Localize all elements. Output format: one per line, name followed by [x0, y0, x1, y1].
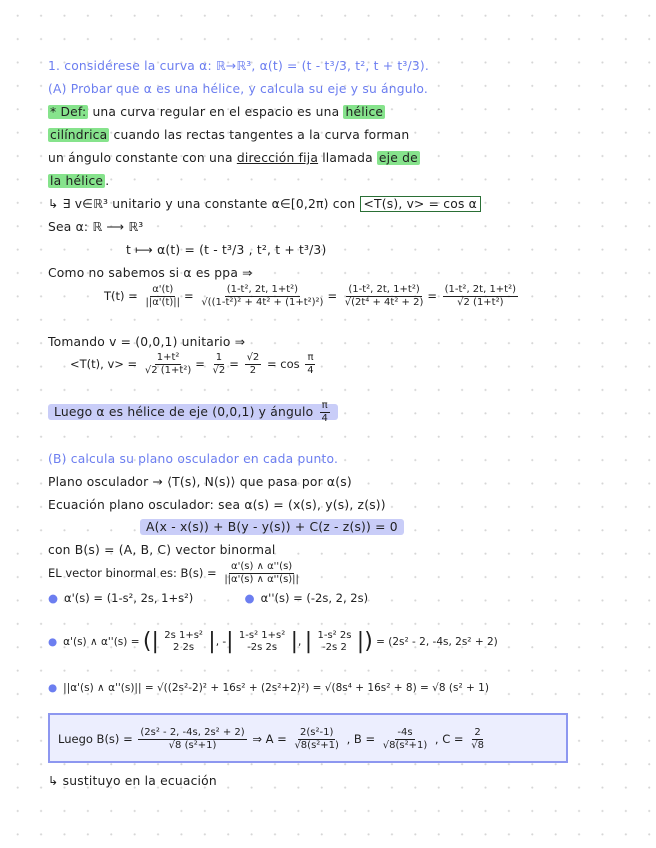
- part-a-heading: (A) Probar que α es una hélice, y calcula su eje y su ángulo.: [48, 82, 429, 96]
- bullet-icon: ●: [48, 591, 59, 605]
- def-eje: eje de: [378, 151, 418, 165]
- bullet-icon: ●: [48, 682, 58, 694]
- cross-product-line: ● α'(s) ∧ α''(s) = (| 2s 1+s² 2 2s |, -| 1-s² 1+s² -2s 2s |, | 1-s² 2s -2s 2 |) = (2s² - 2, -4s, 2s² + 2): [48, 629, 498, 654]
- def-period: .: [105, 174, 110, 188]
- def-llamada: llamada: [322, 151, 373, 165]
- norm-text: ||α'(s) ∧ α''(s)|| = √((2s²-2)² + 16s² + (2s²+2)²) = √(8s⁴ + 16s² + 8) = √8 (s² + 1): [63, 682, 489, 694]
- result-box: [48, 713, 568, 763]
- tomando-line: Tomando v = (0,0,1) unitario ⇒: [48, 335, 246, 349]
- result-c-frac: $\frac{2}{√8}$: [471, 727, 484, 751]
- bullet-icon: ●: [48, 636, 58, 648]
- part-b-heading: (B) calcula su plano osculador en cada punto.: [48, 452, 339, 466]
- ecuacion-line: Ecuación plano osculador: sea α(s) = (x(s), y(s), z(s)): [48, 498, 386, 512]
- map-line: t ⟼ α(t) = (t - t³/3 , t², t + t³/3): [126, 243, 327, 257]
- def-cilindrica: cilíndrica: [50, 128, 108, 142]
- tangent-frac-2: $\frac{\text{(1-t², 2t, 1+t²)}}{\text{√((1-t²)² + 4t² + (1+t²)²)}}$: [201, 284, 324, 308]
- def-direction: dirección fija: [236, 151, 319, 165]
- def-text-1: una curva regular en el espacio es una: [92, 105, 340, 119]
- angle-pi-frac: $\frac{\pi}{4}$: [307, 352, 314, 376]
- alpha-derivatives: [48, 590, 368, 606]
- def-text-2: cuando las rectas tangentes a la curva forman: [113, 128, 410, 142]
- norm-line: [48, 680, 489, 696]
- result-c-label: , C =: [434, 732, 464, 746]
- sustituyo-line: ↳ sustituyo en la ecuación: [48, 774, 217, 788]
- cross-matrix-2: 1-s² 1+s² -2s 2s: [238, 630, 286, 653]
- binormal-line: [48, 561, 303, 586]
- tangent-frac-3: $\frac{\text{(1-t², 2t, 1+t²)}}{\text{√(2t⁴ + 4t² + 2)}}$: [344, 284, 424, 308]
- angle-equation: <T(t), v> = $\frac{\text{1+t²}}{\text{√2 (1+t²)}}$ = $\frac{1}{√2}$ = $\frac{√2}{2}$ = cos $\frac{\pi}{4}$: [70, 352, 314, 376]
- binormal-frac: $\frac{\alpha'(s) \wedge \alpha''(s)}{||\alpha'(s) \wedge \alpha''(s)||}$: [224, 561, 299, 585]
- result-frac: $\frac{\text{(2s² - 2, -4s, 2s² + 2)}}{\text{√8 (s²+1)}}$: [140, 727, 245, 751]
- cross-result: = (2s² - 2, -4s, 2s² + 2): [376, 636, 498, 648]
- result-label: Luego B(s) =: [58, 732, 133, 746]
- definition-line-4: [48, 172, 626, 190]
- bullet-icon: ●: [244, 591, 255, 605]
- result-a-label: ⇒ A =: [252, 732, 287, 746]
- def-helice: hélice: [345, 105, 384, 119]
- alpha-prime: α'(s) = (1-s², 2s, 1+s²): [64, 591, 194, 605]
- tangent-equation: T(t) = $\frac{\alpha'(t)}{||\alpha'(t)||}$ = $\frac{\text{(1-t², 2t, 1+t²)}}{\text{√((1-t²)² + 4t² + (1+t²)²)}}$ = $\frac{\text{(1-t², 2t, 1+t²)}}{\text{√(2t⁴ + 4t² + 2)}}$ = $\frac{\text{(1-t², 2t, 1+t²)}}{\text{√2 (1+t²)}}$: [104, 284, 517, 308]
- definition-line-2: [48, 126, 626, 144]
- tangent-lhs: T(t) =: [104, 289, 138, 303]
- exists-text: ↳ ∃ v∈ℝ³ unitario y una constante α∈[0,2π) con: [48, 197, 356, 211]
- sea-line: Sea α: ℝ ⟶ ℝ³: [48, 220, 144, 234]
- conclusion-a-highlight: [48, 400, 338, 424]
- plano-line: Plano osculador → ⟨T(s), N(s)⟩ que pasa por α(s): [48, 475, 352, 489]
- def-text-3: un ángulo constante con una: [48, 151, 233, 165]
- cross-label: α'(s) ∧ α''(s) =: [63, 636, 140, 648]
- angle-cos: = cos: [266, 357, 300, 371]
- result-a-frac: $\frac{\text{2(s²-1)}}{\text{√8(s²+1)}}$: [294, 727, 339, 751]
- result-b-frac: $\frac{-4s}{\text{√8(s²+1)}}$: [382, 727, 428, 751]
- definition-line-1: [48, 103, 626, 121]
- conclusion-a: [48, 400, 626, 425]
- definition-line-3: [48, 149, 626, 167]
- conclusion-a-text: Luego α es hélice de eje (0,0,1) y ángulo: [54, 405, 314, 419]
- def-label: * Def:: [50, 105, 87, 119]
- cos-alpha-box: <T(s), v> = cos α: [360, 196, 481, 212]
- angle-frac-2: $\frac{1}{√2}$: [212, 352, 226, 376]
- tangent-frac-1: $\frac{\alpha'(t)}{||\alpha'(t)||}$: [145, 284, 181, 308]
- angle-frac-3: $\frac{√2}{2}$: [246, 352, 260, 376]
- como-line: Como no sabemos si α es ppa ⇒: [48, 266, 253, 280]
- cross-matrix-1: 2s 1+s² 2 2s: [164, 630, 203, 653]
- result-b-label: , B =: [346, 732, 376, 746]
- cross-matrix-3: 1-s² 2s -2s 2: [317, 630, 352, 653]
- plane-equation: [140, 518, 626, 536]
- result-content: [58, 727, 488, 752]
- def-helice-2: la hélice: [50, 174, 104, 188]
- angle-frac-1: $\frac{\text{1+t²}}{\text{√2 (1+t²)}}$: [144, 352, 192, 376]
- alpha-double-prime: α''(s) = (-2s, 2, 2s): [260, 591, 369, 605]
- binormal-label: EL vector binormal es: B(s) =: [48, 566, 217, 580]
- tangent-frac-4: $\frac{\text{(1-t², 2t, 1+t²)}}{\text{√2 (1+t²)}}$: [444, 284, 517, 308]
- conclusion-a-pi: $\frac{\pi}{4}$: [321, 400, 329, 424]
- angle-lhs: <T(t), v> =: [70, 357, 138, 371]
- plane-equation-highlight: A(x - x(s)) + B(y - y(s)) + C(z - z(s)) = 0: [140, 519, 404, 535]
- con-line: con B(s) = (A, B, C) vector binormal: [48, 543, 276, 557]
- exists-line: [48, 195, 626, 213]
- exercise-title: 1. considérese la curva α: ℝ→ℝ³, α(t) = (t - t³/3, t², t + t³/3).: [48, 59, 430, 73]
